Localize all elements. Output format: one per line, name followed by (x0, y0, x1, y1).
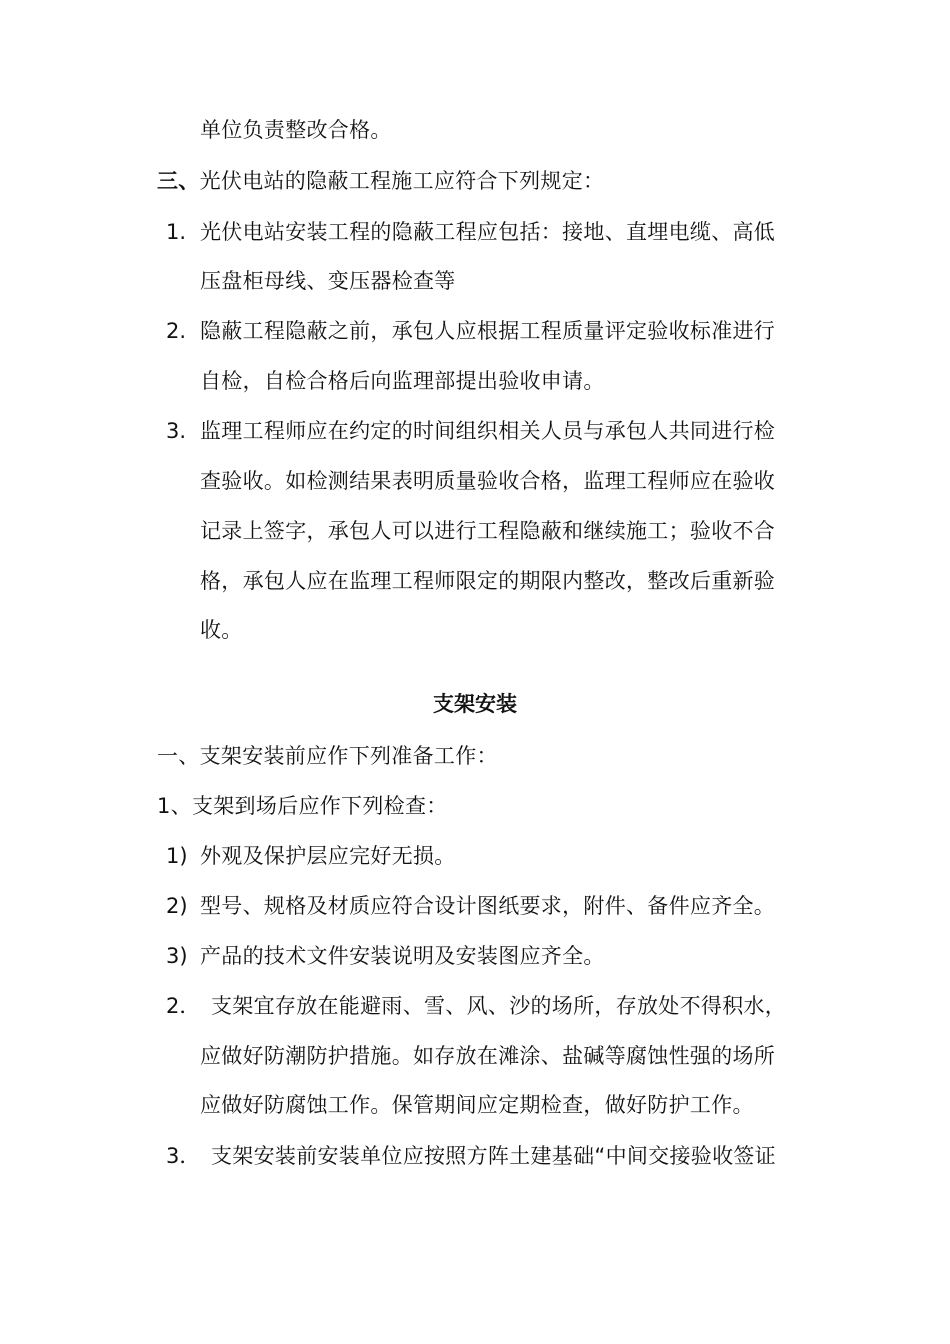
heading-level2: 1、支架到场后应作下列检查： (157, 794, 448, 818)
item-number: 3． (166, 1144, 201, 1168)
sub-item-text: 型号、规格及材质应符合设计图纸要求，附件、备件应齐全。 (200, 894, 776, 918)
sub-item-number: 2) (166, 894, 188, 918)
item-text-line: 监理工程师应在约定的时间组织相关人员与承包人共同进行检 (200, 419, 776, 443)
item-text-line: 支架安装前安装单位应按照方阵土建基础“中间交接验收签证 (211, 1144, 776, 1168)
sub-item-text: 外观及保护层应完好无损。 (200, 844, 456, 868)
item-text-line: 应做好防潮防护措施。如存放在滩涂、盐碱等腐蚀性强的场所 (200, 1044, 776, 1068)
item-text-line: 隐蔽工程隐蔽之前，承包人应根据工程质量评定验收标准进行 (200, 319, 776, 343)
section3-heading (157, 166, 604, 196)
item-text-line: 收。 (200, 618, 243, 642)
item-text-line: 光伏电站安装工程的隐蔽工程应包括：接地、直埋电缆、高低 (200, 220, 776, 244)
sub-item-text: 产品的技术文件安装说明及安装图应齐全。 (200, 944, 605, 968)
item-text-line: 格，承包人应在监理工程师限定的期限内整改，整改后重新验 (200, 569, 776, 593)
section3-heading-text: 光伏电站的隐蔽工程施工应符合下列规定： (199, 169, 605, 193)
item-number: 1. (166, 220, 187, 244)
item-text-line: 支架宜存放在能避雨、雪、风、沙的场所，存放处不得积水， (211, 994, 787, 1018)
sub-item-number: 1) (166, 844, 188, 868)
heading-level1: 一、支架安装前应作下列准备工作： (157, 744, 498, 768)
continuation-text: 单位负责整改合格。 (200, 118, 392, 142)
section-title: 支架安装 (433, 692, 517, 716)
item-number: 3. (166, 419, 187, 443)
section3-marker: 三、 (157, 169, 200, 193)
item-number: 2. (166, 319, 187, 343)
item-number: 2． (166, 994, 201, 1018)
sub-item-number: 3) (166, 944, 188, 968)
item-text-line: 记录上签字，承包人可以进行工程隐蔽和继续施工；验收不合 (200, 519, 776, 543)
item-text-line: 应做好防腐蚀工作。保管期间应定期检查，做好防护工作。 (200, 1093, 754, 1117)
item-text-line: 自检，自检合格后向监理部提出验收申请。 (200, 369, 605, 393)
item-text-line: 查验收。如检测结果表明质量验收合格，监理工程师应在验收 (200, 469, 776, 493)
item-text-line: 压盘柜母线、变压器检查等 (200, 269, 456, 293)
